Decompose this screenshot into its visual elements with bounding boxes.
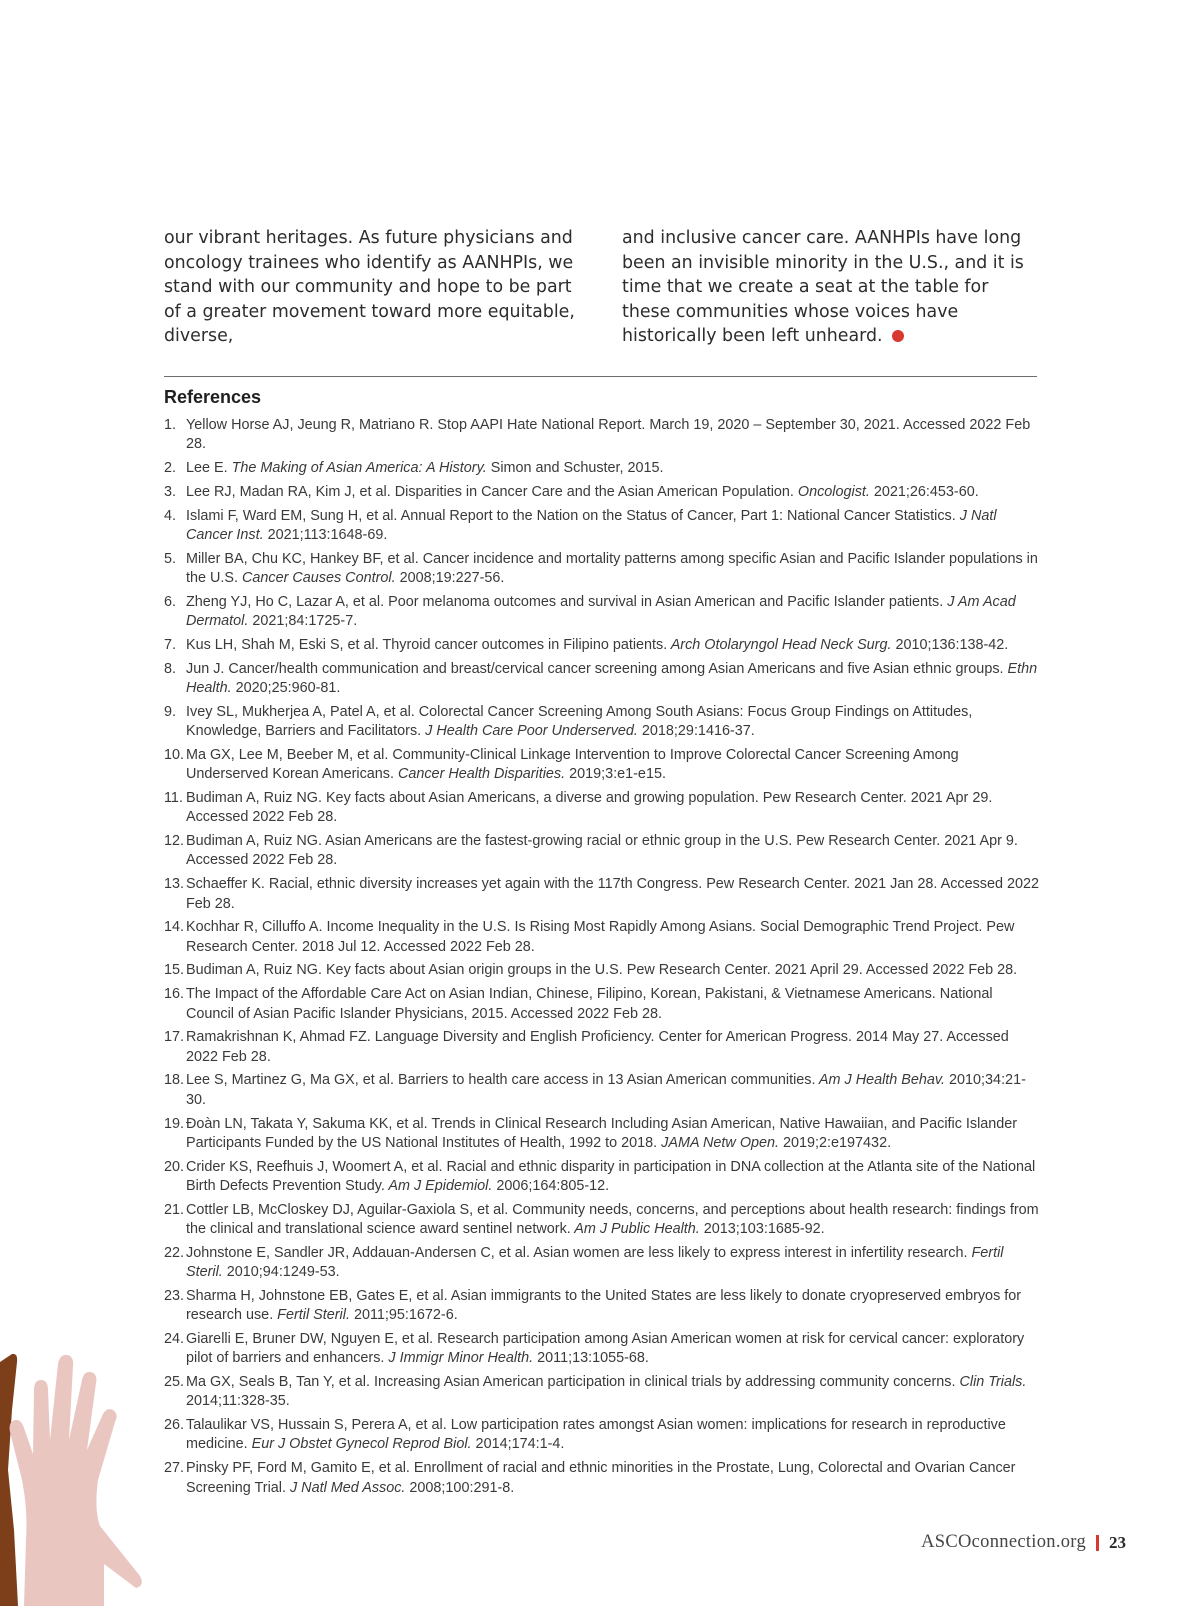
reference-number: 1. [164,417,177,433]
reference-number: 10. [164,746,185,763]
reference-source: J Natl Med Assoc. [285,1479,406,1496]
reference-number: 7. [164,636,177,653]
reference-tail: 2010;94:1249-53. [222,1264,340,1281]
reference-tail: 2010;136:138-42. [891,636,1009,653]
reference-text: Đoàn LN, Takata Y, Sakuma KK, et al. Trends in Clinical Research Including Asian American, Native Hawaiian, and Pacific Islander Participants Funded by the US National Institutes of Health, 1992 to 2018. [186,1115,1018,1151]
intro-left-text: our vibrant heritages. As future physicians and oncology trainees who identify as AANHPIs, we stand with our community and hope to be part of a greater movement toward more equitable, diverse, [164,228,575,347]
reference-text: Budiman A, Ruiz NG. Key facts about Asian Americans, a diverse and growing population. Pew Research Center. 2021 Apr 29. Accessed 2022 Feb 28. [186,790,993,826]
reference-text: Ma GX, Seals B, Tan Y, et al. Increasing Asian American participation in clinical trials by addressing community concerns. [186,1374,956,1391]
reference-item [164,1028,1040,1067]
reference-text: Islami F, Ward EM, Sung H, et al. Annual Report to the Nation on the Status of Cancer, Part 1: National Cancer Statistics. [186,507,956,524]
reference-number: 17. [164,1029,185,1046]
reference-number: 14. [164,919,185,936]
reference-text: Johnstone E, Sandler JR, Addauan-Andersen C, et al. Asian women are less likely to express interest in infertility research. [186,1244,968,1261]
reference-number: 4. [164,507,177,524]
reference-item [164,593,1040,632]
footer-site-link[interactable]: ASCOconnection.org [921,1532,1086,1552]
reference-text: Yellow Horse AJ, Jeung R, Matriano R. Stop AAPI Hate National Report. March 19, 2020 – September 30, 2021. Accessed 2022 Feb 28. [186,417,1031,453]
reference-tail: 2008;19:227-56. [395,570,505,587]
reference-item [164,660,1040,699]
reference-source: Cancer Causes Control. [238,570,396,587]
reference-item [164,636,1040,655]
reference-text: Ma GX, Lee M, Beeber M, et al. Community-Clinical Linkage Intervention to Improve Colorectal Cancer Screening Among Underserved Korean Americans. [186,746,959,783]
reference-text: Miller BA, Chu KC, Hankey BF, et al. Cancer incidence and mortality patterns among specific Asian and Pacific Islander populations in the U.S. [186,550,1038,587]
reference-number: 18. [164,1072,185,1089]
page-number: 23 [1109,1532,1126,1552]
reference-text: Lee RJ, Madan RA, Kim J, et al. Disparities in Cancer Care and the Asian American Population. [186,483,794,500]
reference-number: 23. [164,1287,185,1304]
reference-text: Schaeffer K. Racial, ethnic diversity increases yet again with the 117th Congress. Pew Research Center. 2021 Jan 28. Accessed 2022 Feb 28. [186,876,1039,912]
reference-tail: 2021;26:453-60. [869,483,979,500]
reference-item [164,416,1040,455]
reference-item [164,459,1040,478]
references-heading: References [164,387,262,407]
reference-tail: 2018;29:1416-37. [637,723,755,740]
reference-text: Jun J. Cancer/health communication and breast/cervical cancer screening among Asian Americans and five Asian ethnic groups. [186,660,1004,677]
reference-source: The Making of Asian America: A History. [227,460,487,477]
footer-divider [1096,1535,1099,1551]
reference-text: Budiman A, Ruiz NG. Asian Americans are the fastest-growing racial or ethnic group in the U.S. Pew Research Center. 2021 Apr 9. Accessed 2022 Feb 28. [186,833,1018,869]
reference-item [164,1115,1040,1154]
reference-tail: 2021;84:1725-7. [248,613,358,630]
references-list [164,416,1040,1502]
reference-tail: 2006;164:805-12. [492,1177,610,1194]
reference-item [164,875,1040,914]
reference-tail: 2011;13:1055-68. [533,1350,649,1367]
reference-source: Clin Trials. [955,1374,1027,1391]
section-divider [164,376,1037,377]
reference-tail: 2011;95:1672-6. [349,1307,458,1324]
reference-text: Giarelli E, Bruner DW, Nguyen E, et al. Research participation among Asian American women at risk for cervical cancer: exploratory pilot of barriers and enhancers. [186,1330,1025,1367]
reference-source: Arch Otolaryngol Head Neck Surg. [667,636,892,653]
reference-source: Am J Health Behav. [815,1072,946,1089]
reference-number: 20. [164,1158,185,1175]
reference-text: Zheng YJ, Ho C, Lazar A, et al. Poor melanoma outcomes and survival in Asian American and Pacific Islander patients. [186,593,944,610]
reference-tail: Simon and Schuster, 2015. [486,460,664,477]
reference-item [164,1201,1040,1240]
reference-item [164,1330,1040,1369]
reference-source: Ethn Health. [186,660,1038,697]
reference-item [164,1459,1040,1498]
reference-tail: 2008;100:291-8. [405,1479,515,1496]
intro-text [164,226,1036,349]
reference-item [164,985,1040,1024]
reference-number: 9. [164,703,177,720]
reference-number: 6. [164,593,177,610]
reference-number: 27. [164,1460,185,1477]
reference-item [164,746,1040,785]
reference-tail: 2010;34:21-30. [186,1072,1026,1108]
reference-item [164,961,1040,980]
raised-hands-illustration [0,1350,150,1606]
intro-column-left [164,226,578,349]
reference-text: Crider KS, Reefhuis J, Woomert A, et al. Racial and ethnic disparity in participation in DNA collection at the Atlanta site of the National Birth Defects Prevention Study. [186,1158,1036,1194]
reference-source: J Am Acad Dermatol. [186,593,1016,630]
reference-source: J Natl Cancer Inst. [186,507,997,543]
reference-item [164,1158,1040,1197]
reference-number: 3. [164,483,177,500]
reference-item [164,789,1040,828]
reference-number: 5. [164,550,177,567]
reference-tail: 2020;25:960-81. [231,680,341,697]
reference-source: Cancer Health Disparities. [393,766,566,783]
reference-text: Lee S, Martinez G, Ma GX, et al. Barriers to health care access in 13 Asian American communities. [186,1072,816,1089]
reference-source: Oncologist. [793,483,870,500]
reference-item [164,1416,1040,1455]
light-hand-icon [10,1355,142,1606]
reference-source: Fertil Steril. [273,1307,350,1324]
page-footer [921,1532,1126,1553]
reference-source: Am J Public Health. [570,1220,700,1237]
reference-item [164,550,1040,589]
reference-text: Ramakrishnan K, Ahmad FZ. Language Diversity and English Proficiency. Center for American Progress. 2014 May 27. Accessed 2022 Feb 28. [186,1029,1009,1065]
reference-tail: 2014;174:1-4. [471,1436,565,1453]
reference-item [164,1071,1040,1110]
reference-text: Sharma H, Johnstone EB, Gates E, et al. Asian immigrants to the United States are less likely to donate cryopreserved embryos for research use. [186,1287,1022,1324]
reference-number: 11. [164,790,183,807]
end-mark-icon [892,330,904,342]
reference-source: Eur J Obstet Gynecol Reprod Biol. [247,1436,472,1453]
reference-number: 22. [164,1244,185,1261]
reference-tail: 2014;11:328-35. [186,1393,290,1410]
reference-text: Talaulikar VS, Hussain S, Perera A, et al. Low participation rates amongst Asian women: implications for research in reproductive medicine. [186,1417,1006,1453]
reference-item [164,832,1040,871]
dark-hand-icon [0,1354,18,1606]
reference-item [164,918,1040,957]
reference-source: J Health Care Poor Underserved. [421,723,638,740]
reference-number: 8. [164,660,177,677]
reference-text: Ivey SL, Mukherjea A, Patel A, et al. Colorectal Cancer Screening Among South Asians: Focus Group Findings on Attitudes, Knowledge, Barriers and Facilitators. [186,703,973,740]
reference-number: 16. [164,986,185,1003]
reference-number: 24. [164,1330,185,1347]
reference-text: The Impact of the Affordable Care Act on Asian Indian, Chinese, Filipino, Korean, Pakistani, & Vietnamese Americans. National Council of Asian Pacific Islander Physicians, 2015. Accessed 2022 Feb 28. [186,986,993,1022]
reference-number: 2. [164,460,177,477]
reference-tail: 2019;3:e1-e15. [565,766,666,783]
reference-item [164,1373,1040,1412]
reference-number: 12. [164,833,185,850]
reference-item [164,703,1040,742]
reference-source: Fertil Steril. [186,1244,1004,1281]
reference-source: JAMA Netw Open. [657,1134,780,1151]
reference-number: 13. [164,876,185,893]
reference-text: Kus LH, Shah M, Eski S, et al. Thyroid cancer outcomes in Filipino patients. [186,636,668,653]
reference-item [164,507,1040,546]
reference-tail: 2019;2:e197432. [779,1134,892,1151]
reference-number: 19. [164,1115,185,1132]
reference-source: J Immigr Minor Health. [384,1350,534,1367]
reference-number: 21. [164,1201,185,1218]
reference-text: Kochhar R, Cilluffo A. Income Inequality in the U.S. Is Rising Most Rapidly Among Asians. Social Demographic Trend Project. Pew Research Center. 2018 Jul 12. Accessed 2022 Feb 28. [186,919,1015,955]
reference-item [164,1244,1040,1283]
reference-tail: 2013;103:1685-92. [699,1220,825,1237]
reference-tail: 2021;113:1648-69. [263,526,388,543]
reference-item [164,1287,1040,1326]
reference-text: Lee E. [186,460,228,477]
reference-number: 25. [164,1374,185,1391]
intro-column-right [622,226,1036,349]
reference-source: Am J Epidemiol. [384,1177,493,1194]
reference-text: Pinsky PF, Ford M, Gamito E, et al. Enrollment of racial and ethnic minorities in the Prostate, Lung, Colorectal and Ovarian Cancer Screening Trial. [186,1460,1016,1496]
intro-right-text: and inclusive cancer care. AANHPIs have long been an invisible minority in the U.S., and it is time that we create a seat at the table for these communities whose voices have historically been left unheard. [622,228,1024,347]
reference-text: Cottler LB, McCloskey DJ, Aguilar-Gaxiola S, et al. Community needs, concerns, and perceptions about health research: findings from the clinical and translational science award sentinel network. [186,1201,1039,1237]
reference-item [164,483,1040,502]
reference-number: 15. [164,962,185,979]
reference-number: 26. [164,1417,185,1434]
reference-text: Budiman A, Ruiz NG. Key facts about Asian origin groups in the U.S. Pew Research Center. 2021 April 29. Accessed 2022 Feb 28. [186,962,1018,979]
